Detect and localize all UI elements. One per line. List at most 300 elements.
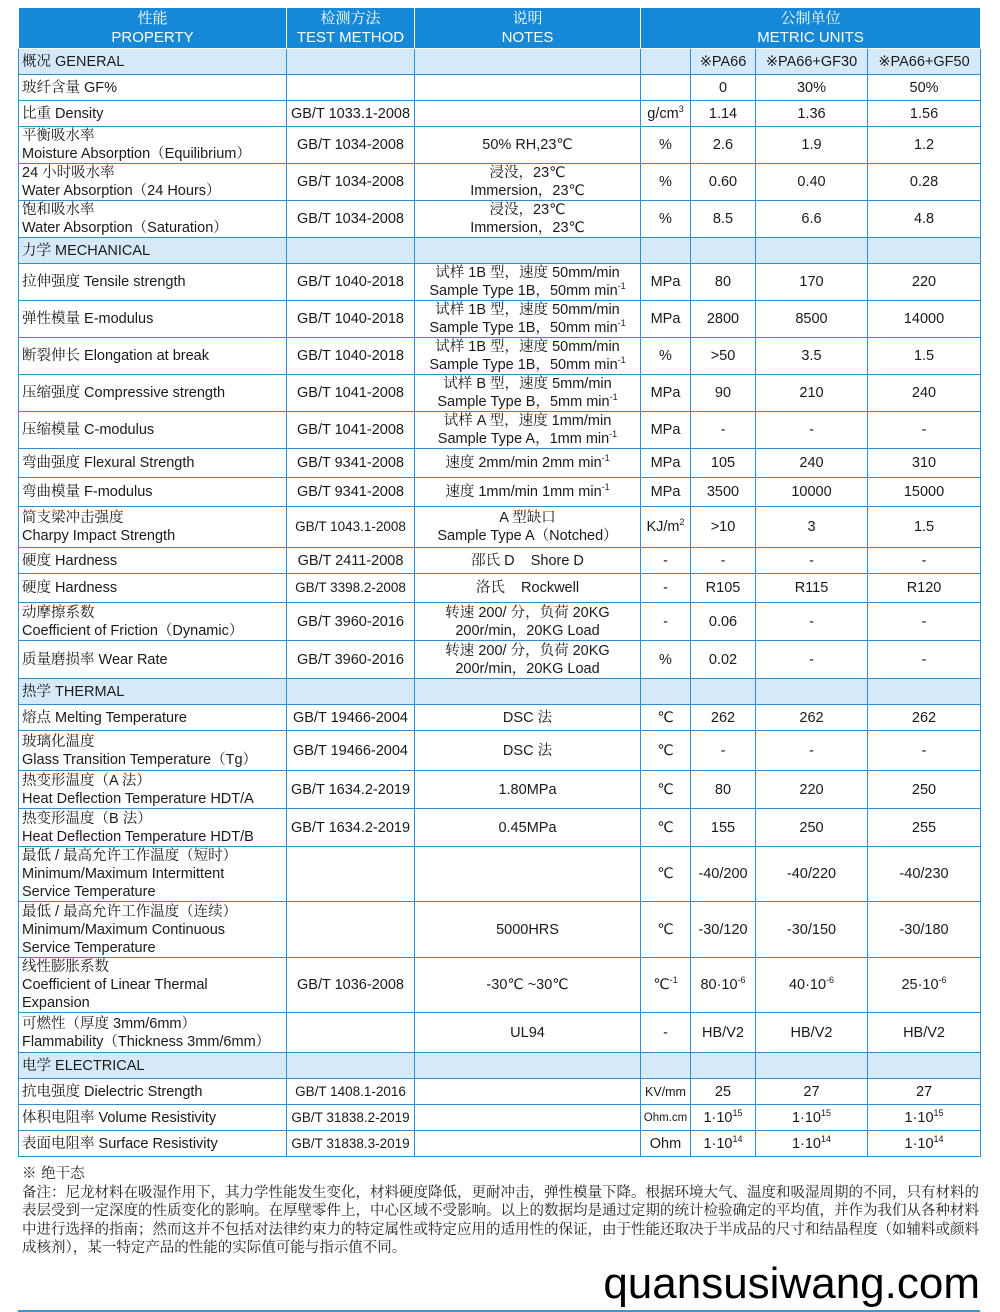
table-cell: ℃ <box>641 902 691 958</box>
table-cell: 240 <box>868 375 981 412</box>
superscript: -6 <box>826 975 835 986</box>
property-cell: 硬度 Hardness <box>19 548 287 574</box>
property-cell: 玻纤含量 GF% <box>19 75 287 101</box>
superscript: 14 <box>933 1133 944 1144</box>
table-row <box>19 127 981 164</box>
table-cell: 262 <box>691 705 756 731</box>
cell-text: Expansion <box>22 995 90 1011</box>
table-cell <box>641 958 691 1013</box>
table-row <box>19 574 981 603</box>
table-cell <box>415 847 641 902</box>
table-cell: 220 <box>756 771 868 809</box>
table-cell: KV/mm <box>641 1079 691 1105</box>
property-cell: 力学 MECHANICAL <box>19 238 287 264</box>
table-cell <box>641 679 691 705</box>
section-general <box>19 49 981 75</box>
table-cell: 0.28 <box>868 164 981 201</box>
table-row <box>19 705 981 731</box>
table-cell: -30/180 <box>868 902 981 958</box>
table-cell: ℃ <box>641 847 691 902</box>
table-row <box>19 264 981 301</box>
table-cell <box>641 75 691 101</box>
table-cell: 8500 <box>756 301 868 338</box>
cell-text: 玻璃化温度 <box>22 733 95 750</box>
table-cell <box>691 1053 756 1079</box>
table-cell: 27 <box>756 1079 868 1105</box>
table-cell <box>691 679 756 705</box>
table-cell: 8.5 <box>691 201 756 238</box>
table-cell: 3.5 <box>756 338 868 375</box>
table-cell: - <box>641 603 691 641</box>
table-cell: GB/T 1036-2008 <box>287 958 415 1013</box>
table-cell: 0.06 <box>691 603 756 641</box>
table-row <box>19 101 981 127</box>
property-cell <box>19 201 287 238</box>
table-cell: 1.9 <box>756 127 868 164</box>
property-cell: 热学 THERMAL <box>19 679 287 705</box>
table-row <box>19 731 981 771</box>
cell-text: Sample Type 1B，50mm min <box>429 283 618 299</box>
table-cell: GB/T 3960-2016 <box>287 603 415 641</box>
table-cell: -40/230 <box>868 847 981 902</box>
table-cell: 105 <box>691 449 756 478</box>
cell-text: 热变形温度（B 法） <box>22 810 152 827</box>
property-cell: 压缩强度 Compressive strength <box>19 375 287 412</box>
table-row <box>19 449 981 478</box>
table-cell: Ohm <box>641 1131 691 1157</box>
property-cell: 拉伸强度 Tensile strength <box>19 264 287 301</box>
table-cell <box>415 301 641 338</box>
table-row <box>19 1013 981 1053</box>
table-cell: 80 <box>691 264 756 301</box>
section-thermal <box>19 679 981 705</box>
table-cell: 洛氏 Rockwell <box>415 574 641 603</box>
table-cell: - <box>868 641 981 679</box>
table-cell: GB/T 3398.2-2008 <box>287 574 415 603</box>
property-cell: 比重 Density <box>19 101 287 127</box>
cell-text: 饱和吸水率 <box>22 202 95 218</box>
table-cell <box>415 679 641 705</box>
table-cell <box>756 1131 868 1157</box>
superscript: 3 <box>678 103 684 114</box>
superscript: -1 <box>617 281 626 292</box>
table-cell: 90 <box>691 375 756 412</box>
table-cell <box>287 75 415 101</box>
cell-text <box>418 430 637 448</box>
table-cell: GB/T 1043.1-2008 <box>287 507 415 548</box>
table-cell: GB/T 31838.2-2019 <box>287 1105 415 1131</box>
table-cell <box>641 238 691 264</box>
cell-text: Heat Deflection Temperature HDT/B <box>22 828 254 845</box>
table-cell: HB/V2 <box>691 1013 756 1053</box>
table-cell: 5000HRS <box>415 902 641 958</box>
table-cell: 220 <box>868 264 981 301</box>
table-cell: DSC 法 <box>415 731 641 771</box>
table-cell <box>415 49 641 75</box>
table-cell <box>415 641 641 679</box>
section-electrical <box>19 1053 981 1079</box>
cell-text: 24 小时吸水率 <box>22 165 115 181</box>
table-cell: 27 <box>868 1079 981 1105</box>
table-cell: - <box>868 603 981 641</box>
cell-text: 转速 200/ 分，负荷 20KG <box>445 642 610 659</box>
superscript: 15 <box>732 1107 743 1118</box>
table-cell: -40/200 <box>691 847 756 902</box>
cell-text: Heat Deflection Temperature HDT/A <box>22 790 254 807</box>
table-cell: GB/T 9341-2008 <box>287 449 415 478</box>
table-row <box>19 603 981 641</box>
cell-text: Coefficient of Linear Thermal <box>22 977 208 993</box>
table-cell: -40/220 <box>756 847 868 902</box>
table-cell <box>287 1053 415 1079</box>
table-cell: GB/T 9341-2008 <box>287 478 415 507</box>
table-cell: GB/T 1034-2008 <box>287 201 415 238</box>
table-cell <box>691 1105 756 1131</box>
table-cell: 1.5 <box>868 507 981 548</box>
superscript: -1 <box>617 318 626 329</box>
table-cell: - <box>756 731 868 771</box>
table-cell: Ohm.cm <box>641 1105 691 1131</box>
table-cell: 邵氏 D Shore D <box>415 548 641 574</box>
property-cell <box>19 958 287 1013</box>
table-cell: GB/T 1040-2018 <box>287 338 415 375</box>
table-cell: ℃ <box>641 731 691 771</box>
cell-text: 热变形温度（A 法） <box>22 772 151 789</box>
table-cell: 1.5 <box>868 338 981 375</box>
table-cell: 1.14 <box>691 101 756 127</box>
cell-text: KJ/m <box>646 519 680 535</box>
table-cell: R115 <box>756 574 868 603</box>
cell-text: Service Temperature <box>22 939 156 956</box>
table-cell <box>415 101 641 127</box>
table-cell <box>415 603 641 641</box>
table-cell: % <box>641 127 691 164</box>
table-cell: 25 <box>691 1079 756 1105</box>
table-cell: MPa <box>641 301 691 338</box>
cell-text: 1·10 <box>703 1109 733 1126</box>
property-cell: 体积电阻率 Volume Resistivity <box>19 1105 287 1131</box>
table-row <box>19 507 981 548</box>
table-cell: MPa <box>641 478 691 507</box>
cell-text: 最低 / 最高允许工作温度（连续） <box>22 903 238 920</box>
remark-note: 备注：尼龙材料在吸湿作用下，其力学性能发生变化，材料硬度降低，更耐冲击，弹性模量下降。根据环境大气、温度和吸湿周期的不同，只有材料的表层受到一定深度的性质变化的影响。在厚壁零件上，中心区域不受影响。以上的数据均是通过定期的统计检验确定的平均值，并作为我们从各种材料中进行选择的指南；然而这并不包括对法律约束力的特定属性或特定应用的适用性的保证，由于性能还取决于半成品的尺寸和结晶程度（如辅料或颜料成核剂），某一特定产品的性能的实际值可能与指示值不同。 <box>22 1184 979 1256</box>
cell-text: Service Temperature <box>22 884 156 900</box>
property-cell <box>19 771 287 809</box>
table-cell: % <box>641 164 691 201</box>
property-cell: 表面电阻率 Surface Resistivity <box>19 1131 287 1157</box>
table-cell <box>287 49 415 75</box>
property-cell <box>19 507 287 548</box>
table-row <box>19 375 981 412</box>
table-cell: 2.6 <box>691 127 756 164</box>
property-cell: 压缩模量 C-modulus <box>19 412 287 449</box>
table-cell: DSC 法 <box>415 705 641 731</box>
table-cell: % <box>641 338 691 375</box>
table-cell <box>287 679 415 705</box>
cell-text: 速度 1mm/min 1mm min <box>445 484 602 500</box>
table-cell: 250 <box>756 809 868 847</box>
table-cell: GB/T 31838.3-2019 <box>287 1131 415 1157</box>
table-cell <box>868 679 981 705</box>
table-cell: GB/T 1034-2008 <box>287 127 415 164</box>
table-cell: GB/T 1034-2008 <box>287 164 415 201</box>
table-cell: - <box>868 731 981 771</box>
cell-text: Minimum/Maximum Intermittent <box>22 866 225 882</box>
table-cell: 50% <box>868 75 981 101</box>
table-cell: - <box>641 574 691 603</box>
property-cell: 电学 ELECTRICAL <box>19 1053 287 1079</box>
table-cell: - <box>691 731 756 771</box>
cell-text: Sample Type 1B，50mm min <box>429 357 618 373</box>
table-cell: - <box>868 412 981 449</box>
table-row <box>19 771 981 809</box>
table-cell <box>641 507 691 548</box>
properties-table <box>18 7 981 1157</box>
table-cell: % <box>641 201 691 238</box>
table-cell <box>415 338 641 375</box>
table-cell <box>641 1053 691 1079</box>
cell-text: Glass Transition Temperature（Tg） <box>22 751 258 768</box>
table-row <box>19 164 981 201</box>
property-cell <box>19 603 287 641</box>
table-cell <box>415 375 641 412</box>
table-cell: - <box>756 603 868 641</box>
header-metric-units: 公制单位 METRIC UNITS <box>641 8 981 49</box>
property-cell <box>19 164 287 201</box>
superscript: -1 <box>609 429 618 440</box>
table-cell <box>756 679 868 705</box>
table-cell <box>415 238 641 264</box>
table-cell: GB/T 19466-2004 <box>287 705 415 731</box>
table-cell: 310 <box>868 449 981 478</box>
property-cell: 质量磨损率 Wear Rate <box>19 641 287 679</box>
table-cell: 15000 <box>868 478 981 507</box>
table-row <box>19 1105 981 1131</box>
table-cell <box>691 238 756 264</box>
cell-text: 1·10 <box>904 1109 934 1126</box>
cell-text: Water Absorption（Saturation） <box>22 220 228 236</box>
table-cell: - <box>756 548 868 574</box>
property-cell: 断裂伸长 Elongation at break <box>19 338 287 375</box>
table-cell: HB/V2 <box>756 1013 868 1053</box>
cell-text: 1·10 <box>703 1135 733 1152</box>
table-cell: 0.40 <box>756 164 868 201</box>
table-cell <box>868 238 981 264</box>
table-cell: 1.80MPa <box>415 771 641 809</box>
table-cell: 255 <box>868 809 981 847</box>
header-row <box>19 8 981 49</box>
table-cell: MPa <box>641 412 691 449</box>
table-cell: -30/150 <box>756 902 868 958</box>
table-cell: 0.45MPa <box>415 809 641 847</box>
table-cell: 262 <box>756 705 868 731</box>
table-row <box>19 809 981 847</box>
table-cell: 0.02 <box>691 641 756 679</box>
table-cell <box>641 49 691 75</box>
cell-text <box>418 393 637 411</box>
cell-text: 200r/min，20KG Load <box>455 622 600 639</box>
table-cell: ℃ <box>641 705 691 731</box>
table-cell: 4.8 <box>868 201 981 238</box>
superscript: -1 <box>617 355 626 366</box>
table-row <box>19 1079 981 1105</box>
property-cell: 弯曲模量 F-modulus <box>19 478 287 507</box>
table-cell: GB/T 1040-2018 <box>287 264 415 301</box>
table-row <box>19 412 981 449</box>
cell-text: 25·10 <box>901 977 939 993</box>
cell-text: g/cm <box>647 105 679 122</box>
property-cell: 硬度 Hardness <box>19 574 287 603</box>
cell-text: Immersion，23℃ <box>470 220 585 236</box>
table-row <box>19 641 981 679</box>
table-row <box>19 201 981 238</box>
cell-text: 转速 200/ 分，负荷 20KG <box>445 604 610 621</box>
table-cell <box>287 1013 415 1053</box>
table-cell: UL94 <box>415 1013 641 1053</box>
property-cell: 弹性模量 E-modulus <box>19 301 287 338</box>
table-cell <box>756 958 868 1013</box>
table-cell <box>691 958 756 1013</box>
table-cell: 14000 <box>868 301 981 338</box>
cell-text: ℃ <box>653 977 670 993</box>
table-row <box>19 902 981 958</box>
table-cell: -30℃ ~30℃ <box>415 958 641 1013</box>
table-cell <box>415 1079 641 1105</box>
property-cell: 熔点 Melting Temperature <box>19 705 287 731</box>
superscript: 14 <box>821 1133 832 1144</box>
superscript: -1 <box>669 975 678 986</box>
table-cell <box>415 1053 641 1079</box>
cell-text: Immersion，23℃ <box>470 183 585 199</box>
table-cell: 262 <box>868 705 981 731</box>
cell-text: 浸没，23℃ <box>489 165 566 181</box>
property-cell <box>19 847 287 902</box>
table-row <box>19 847 981 902</box>
cell-text: 简支梁冲击强度 <box>22 510 124 526</box>
table-cell: - <box>756 641 868 679</box>
table-cell: MPa <box>641 449 691 478</box>
cell-text: 1·10 <box>791 1135 821 1152</box>
cell-text <box>418 356 637 374</box>
property-cell <box>19 902 287 958</box>
table-cell: 170 <box>756 264 868 301</box>
table-cell: 3500 <box>691 478 756 507</box>
table-cell <box>415 412 641 449</box>
table-cell: 10000 <box>756 478 868 507</box>
table-row <box>19 1131 981 1157</box>
table-cell: GB/T 1041-2008 <box>287 375 415 412</box>
cell-text: 试样 1B 型，速度 50mm/min <box>435 302 620 318</box>
dry-state-note: ※ 绝干态 <box>22 1166 85 1182</box>
table-row <box>19 301 981 338</box>
table-cell: 80 <box>691 771 756 809</box>
table-cell: - <box>641 548 691 574</box>
table-row <box>19 338 981 375</box>
cell-text: 40·10 <box>788 977 827 993</box>
table-cell: 1.56 <box>868 101 981 127</box>
cell-text: A 型缺口 <box>499 510 556 526</box>
table-cell <box>415 75 641 101</box>
cell-text: 1·10 <box>904 1135 934 1152</box>
table-cell: 210 <box>756 375 868 412</box>
cell-text: Minimum/Maximum Continuous <box>22 921 226 938</box>
superscript: 15 <box>933 1107 944 1118</box>
table-row <box>19 548 981 574</box>
table-cell <box>756 1105 868 1131</box>
table-cell: 1.2 <box>868 127 981 164</box>
table-cell <box>415 264 641 301</box>
cell-text <box>418 319 637 337</box>
table-cell: MPa <box>641 375 691 412</box>
table-cell: R120 <box>868 574 981 603</box>
header-property: 性能 PROPERTY <box>19 8 287 49</box>
property-cell: 抗电强度 Dielectric Strength <box>19 1079 287 1105</box>
table-cell: GB/T 1041-2008 <box>287 412 415 449</box>
cell-text: 动摩擦系数 <box>22 604 95 621</box>
property-cell: 弯曲强度 Flexural Strength <box>19 449 287 478</box>
cell-text: 80·10 <box>700 977 738 993</box>
cell-text: Sample Type 1B，50mm min <box>429 320 618 336</box>
cell-text: 可燃性（厚度 3mm/6mm） <box>22 1015 196 1032</box>
table-cell <box>287 847 415 902</box>
table-cell: - <box>756 412 868 449</box>
material-pa66-gf30: ※PA66+GF30 <box>756 49 868 75</box>
table-cell: GB/T 3960-2016 <box>287 641 415 679</box>
table-cell <box>641 101 691 127</box>
table-cell: MPa <box>641 264 691 301</box>
bottom-divider <box>18 1310 980 1312</box>
cell-text: 试样 1B 型，速度 50mm/min <box>435 339 620 355</box>
table-cell: GB/T 1408.1-2016 <box>287 1079 415 1105</box>
table-cell <box>868 958 981 1013</box>
table-cell: ℃ <box>641 771 691 809</box>
table-cell <box>415 507 641 548</box>
table-cell <box>415 164 641 201</box>
cell-text: Coefficient of Friction（Dynamic） <box>22 622 244 639</box>
table-row <box>19 478 981 507</box>
table-cell <box>756 1053 868 1079</box>
table-row <box>19 75 981 101</box>
table-cell <box>691 1131 756 1157</box>
footnotes <box>22 1165 980 1258</box>
material-pa66-gf50: ※PA66+GF50 <box>868 49 981 75</box>
table-cell: >10 <box>691 507 756 548</box>
table-cell: 1.36 <box>756 101 868 127</box>
table-cell: 250 <box>868 771 981 809</box>
table-cell <box>287 902 415 958</box>
section-label: 概况 GENERAL <box>19 49 287 75</box>
table-cell <box>868 1131 981 1157</box>
table-cell <box>868 1105 981 1131</box>
header-test-method: 检测方法 TEST METHOD <box>287 8 415 49</box>
table-cell: 240 <box>756 449 868 478</box>
superscript: -1 <box>609 392 618 403</box>
cell-text: Sample Type B，5mm min <box>437 394 610 410</box>
table-cell: GB/T 2411-2008 <box>287 548 415 574</box>
table-cell: GB/T 19466-2004 <box>287 731 415 771</box>
cell-text: 试样 A 型，速度 1mm/min <box>443 413 612 429</box>
property-cell <box>19 809 287 847</box>
property-cell <box>19 1013 287 1053</box>
cell-text: 试样 1B 型，速度 50mm/min <box>435 265 620 281</box>
table-cell: 30% <box>756 75 868 101</box>
table-cell <box>415 1105 641 1131</box>
table-cell: 6.6 <box>756 201 868 238</box>
cell-text: Water Absorption（24 Hours） <box>22 183 221 199</box>
table-row <box>19 958 981 1013</box>
table-cell: 50% RH,23℃ <box>415 127 641 164</box>
superscript: -6 <box>737 975 746 986</box>
